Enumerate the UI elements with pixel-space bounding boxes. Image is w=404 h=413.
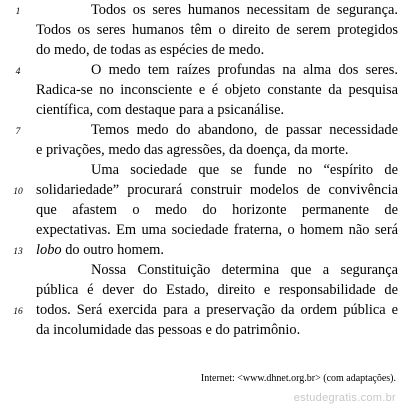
text-line: da incolumidade das pessoas e do patrimônio. bbox=[36, 322, 301, 338]
line-number: 16 bbox=[13, 307, 23, 317]
text-line: e privações, medo das agressões, da doença, da morte. bbox=[36, 142, 349, 158]
text-line: expectativas. Em uma sociedade fraterna, o homem não será bbox=[36, 222, 398, 238]
text-line: Radica-se no inconsciente e é objeto constante da pesquisa bbox=[36, 82, 398, 98]
text-line: Nossa Constituição determina que a segurança bbox=[91, 262, 398, 278]
line-number: 13 bbox=[13, 247, 23, 257]
text-line: que afastem o medo do horizonte permanente de bbox=[36, 202, 398, 218]
line-number: 10 bbox=[13, 187, 23, 197]
text-line: todos. Será exercida para a preservação da ordem pública e bbox=[36, 302, 398, 318]
line-number: 1 bbox=[15, 7, 21, 17]
source-citation: Internet: <www.dhnet.org.br> (com adaptações). bbox=[200, 373, 396, 384]
line-number: 4 bbox=[15, 67, 21, 77]
text-line: científica, com destaque para a psicanálise. bbox=[36, 102, 285, 118]
watermark: estudegratis.com.br bbox=[293, 392, 396, 404]
text-line: Uma sociedade que se funde no “espírito de bbox=[91, 162, 398, 178]
text-line: solidariedade” procurará construir modelos de convivência bbox=[36, 182, 398, 198]
text-line: do medo, de todas as espécies de medo. bbox=[36, 42, 265, 58]
text-line bbox=[36, 240, 398, 260]
italic-word: lobo bbox=[36, 242, 62, 258]
line-number: 7 bbox=[15, 127, 21, 137]
text-line: Todos os seres humanos têm o direito de serem protegidos bbox=[36, 22, 398, 38]
text-line: Temos medo do abandono, de passar necessidade bbox=[91, 122, 398, 138]
text-line-rest: do outro homem. bbox=[65, 242, 164, 258]
text-line: Todos os seres humanos necessitam de segurança. bbox=[91, 2, 398, 18]
text-line: O medo tem raízes profundas na alma dos seres. bbox=[91, 62, 398, 78]
text-line: pública é dever do Estado, direito e responsabilidade de bbox=[36, 282, 398, 298]
